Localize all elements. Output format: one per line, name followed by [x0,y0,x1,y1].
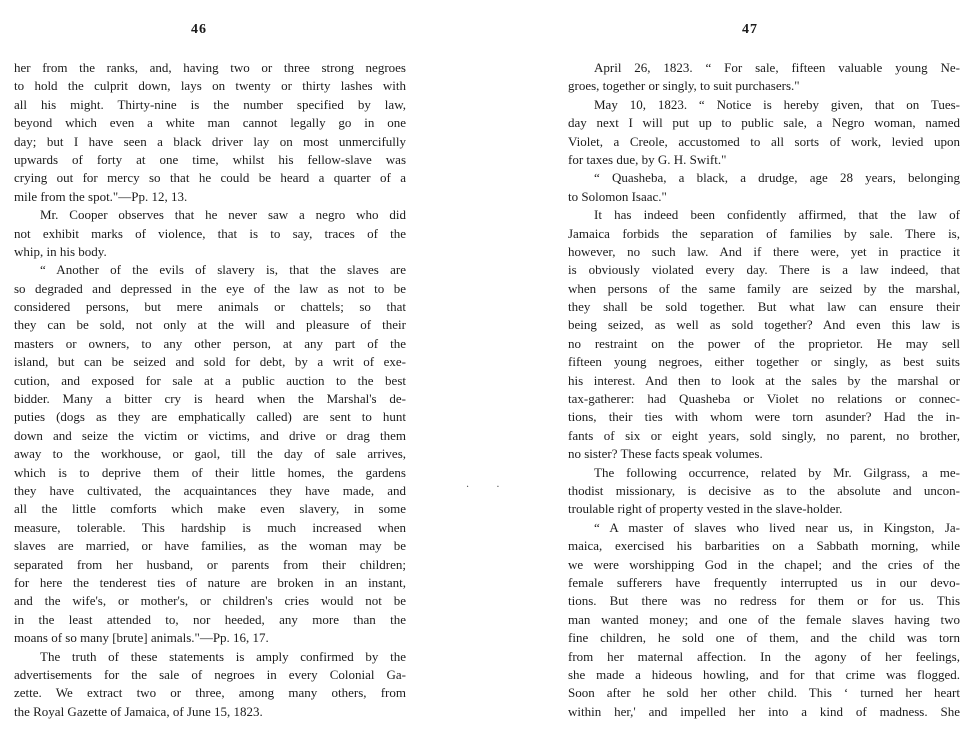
text-line: all his might. Thirty-nine is the number specified by law, [14,96,406,112]
text-line: to Solomon Isaac." [568,188,667,204]
text-line: considered persons, but mere animals or chattels; so that [14,299,406,315]
text-line: fifteen young negroes, either together or singly, as best suits [568,354,960,370]
text-line: we were worshipping God in the chapel; and the cries of the [568,556,960,572]
text-line: troulable right of property vested in the slave-holder. [568,501,843,517]
text-line: for here the tenderest ties of nature are broken in an instant, [14,574,406,590]
text-line: crying out for mercy so that he could be heard a quarter of a [14,170,406,186]
text-line: for taxes due, by G. H. Swift." [568,151,727,167]
text-line: they shall be sold together. But what law can ensure their [568,299,960,315]
text-line: fine children, he sold one of them, and the child was torn [568,630,960,646]
text-line: cution, and exposed for sale at a public auction to the best [14,372,406,388]
text-line: The following occurrence, related by Mr. Gilgrass, a me- [594,464,960,480]
text-line: mile from the spot."—Pp. 12, 13. [14,188,188,204]
text-line: man wanted money; and one of the female slaves having two [568,611,960,627]
text-line: “ A master of slaves who lived near us, in Kingston, Ja- [594,519,960,535]
text-line: Soon after he sold her other child. This ‘ turned her heart [568,685,960,701]
text-line: down and seize the victim or victims, and drive or drag them [14,427,406,443]
text-line: being seized, as well as sold together? And even this law is [568,317,960,333]
text-line: no sister? These facts speak volumes. [568,446,763,462]
text-line: she made a hideous howling, and for that crime was flogged. [568,666,960,682]
text-line: separated from her husband, or parents from their children; [14,556,406,572]
text-line: moans of so many [brute] animals."—Pp. 16, 17. [14,630,269,646]
text-line: Mr. Cooper observes that he never saw a negro who did [40,207,406,223]
text-line: from her maternal affection. In the agony of her feelings, [568,648,960,664]
right-page-text [568,59,960,721]
text-line: thodist missionary, is decisive as to the absolute and uncon- [568,482,960,498]
text-line: tions. But there was no redress for them or for us. This [568,593,960,609]
text-line: upwards of forty at one time, whilst his fellow-slave was [14,151,406,167]
text-line: maica, exercised his barbarities on a Sabbath morning, while [568,538,960,554]
text-line: “ Another of the evils of slavery is, that the slaves are [40,262,406,278]
text-line: when persons of the same family are seized by the marshal, [568,280,960,296]
text-line: measure, tolerable. This hardship is much increased when [14,519,406,535]
text-line: however, no such law. And if there were, yet in practice it [568,243,960,259]
gutter-mark: · · [466,482,512,493]
text-line: groes, together or singly, to suit purchasers." [568,78,800,94]
text-line: within her,' and impelled her into a kind of madness. She [568,703,960,719]
text-line: “ Quasheba, a black, a drudge, age 28 years, belonging [594,170,960,186]
text-line: zette. We extract two or three, among many others, from [14,685,406,701]
text-line: all the little comforts which make even slavery, in some [14,501,406,517]
text-line: so degraded and depressed in the eye of the law as not to be [14,280,406,296]
text-line: beyond which even a white man cannot legally go in one [14,115,406,131]
text-line: bidder. Many a bitter cry is heard when the Marshal's de- [14,391,406,407]
text-line: female sufferers have frequently interrupted us in our devo- [568,574,960,590]
text-line: the Royal Gazette of Jamaica, of June 15, 1823. [14,703,263,719]
right-page [490,0,980,730]
text-line: May 10, 1823. “ Notice is hereby given, that on Tues- [594,96,960,112]
text-line: which is to deprive them of their little homes, the gardens [14,464,406,480]
text-line: day; but I have seen a black driver lay on most unmercifully [14,133,406,149]
text-line: puties (dogs as they are emphatically called) are sent to hunt [14,409,406,425]
text-line: slaves are married, or have families, as the woman may be [14,538,406,554]
text-line: whip, in his body. [14,243,107,259]
text-line: her from the ranks, and, having two or three strong negroes [14,60,406,75]
text-line: to hold the culprit down, lays on twenty or thirty lashes with [14,78,406,94]
text-line: tax-gatherer: had Quasheba or Violet no relations or connec- [568,391,960,407]
text-line: is obviously violated every day. There is a law indeed, that [568,262,960,278]
text-line: his interest. And then to look at the sales by the marshal or [568,372,960,388]
text-line: they can be sold, not only at the will and pleasure of their [14,317,406,333]
text-line: fants of six or eight years, sold singly, no parent, no brother, [568,427,960,443]
text-line: away to the workhouse, or gaol, till the day of sale arrives, [14,446,406,462]
text-line: masters or owners, to any other person, at any part of the [14,335,406,351]
text-line: April 26, 1823. “ For sale, fifteen valuable young Ne- [594,60,960,75]
page-number-left: 46 [191,22,207,37]
text-line: tions, their ties with whom were torn asunder? Had the in- [568,409,960,425]
text-line: advertisements for the sale of negroes in every Colonial Ga- [14,666,406,682]
text-line: they have cultivated, the acquaintances they have made, and [14,482,406,498]
text-line: day next I will put up to public sale, a Negro woman, named [568,115,960,131]
text-line: no restraint on the power of the proprietor. He may sell [568,335,960,351]
page-number-right: 47 [742,22,758,37]
text-line: island, but can be seized and sold for debt, by a writ of exe- [14,354,406,370]
text-line: Violet, a Creole, accustomed to all sorts of work, levied upon [568,133,960,149]
text-line: not exhibit marks of violence, that is to say, traces of the [14,225,406,241]
text-line: Jamaica forbids the separation of families by sale. There is, [568,225,960,241]
text-line: and the wife's, or mother's, or children's cries would not be [14,593,406,609]
text-line: in the least attended to, nor heeded, any more than the [14,611,406,627]
text-line: It has indeed been confidently affirmed, that the law of [594,207,960,223]
left-page-text [14,59,406,721]
text-line: The truth of these statements is amply confirmed by the [40,648,406,664]
